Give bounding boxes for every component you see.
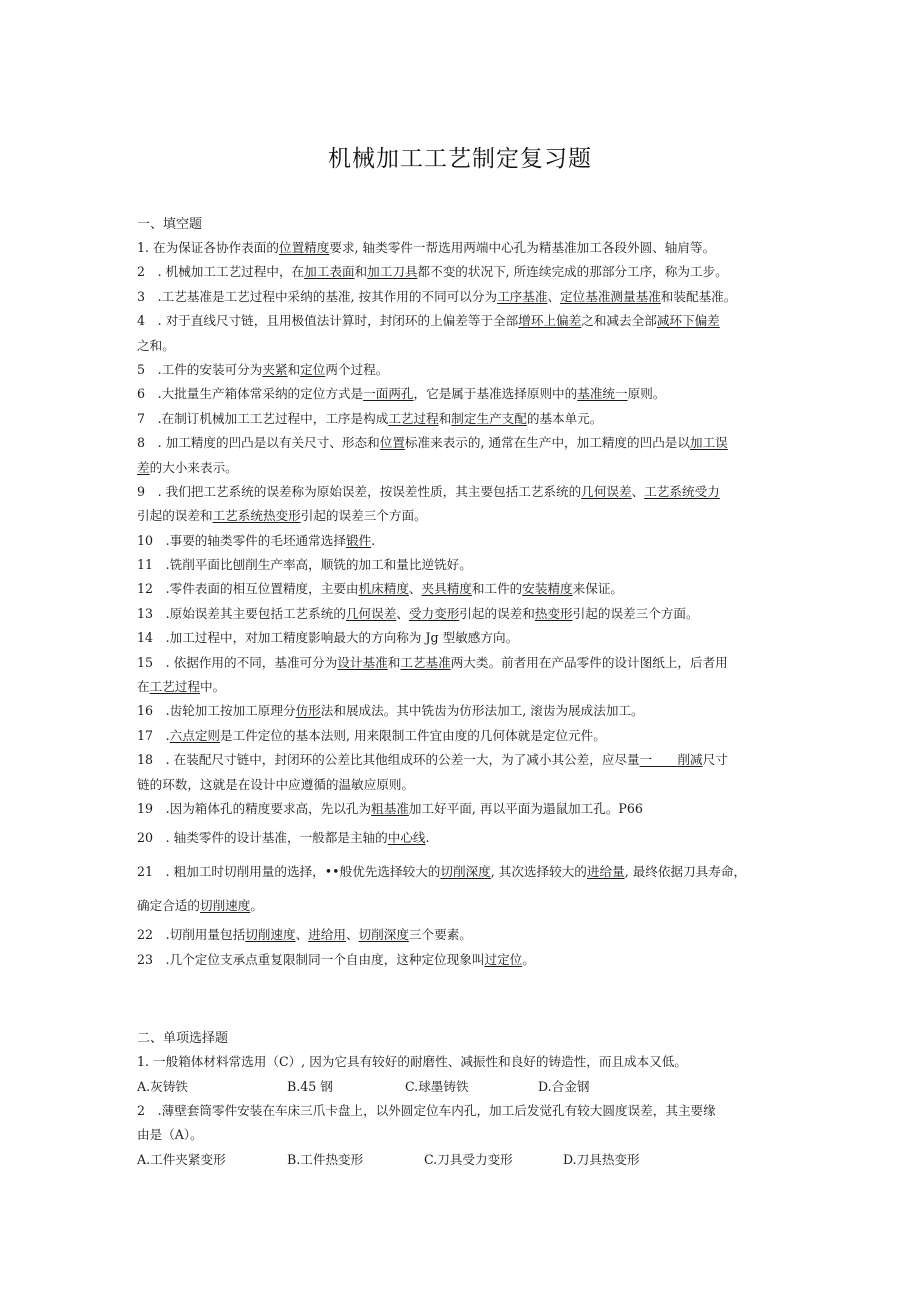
question-text: 中。 <box>199 679 226 695</box>
section-heading-fill-in: 一、填空题 <box>137 217 203 232</box>
answer-text: 差 <box>137 459 150 475</box>
answer-text: 加工表面 <box>304 264 355 280</box>
question-text: 13 .原始误差其主要包括工艺系统的 <box>137 605 346 621</box>
question-line <box>137 699 789 723</box>
answer-text: 加工刀具 <box>367 264 418 280</box>
option-c: C.刀具受力变形 <box>424 1151 513 1167</box>
question-text: 引起的误差三个方面。 <box>572 605 699 621</box>
question-line <box>137 553 789 577</box>
answer-text: 增环上偏差 <box>518 313 582 329</box>
section-spacer <box>137 972 789 1028</box>
question-line <box>137 504 789 528</box>
question-text: . <box>425 830 430 846</box>
answer-text: 中心线 <box>387 830 426 846</box>
option-c: C.球墨铸铁 <box>405 1078 469 1094</box>
answer-text: 基准统一 <box>577 386 628 402</box>
answer-text: 切削深度 <box>358 927 409 943</box>
answer-text: 锻件 <box>345 532 372 548</box>
question-text: 和 <box>287 361 301 377</box>
answer-text: 安装精度 <box>522 581 573 597</box>
question-text: 20 . 轴类零件的设计基准，一般都是主轴的 <box>137 830 388 846</box>
question-text: ，它是属于基准选择原则中的 <box>413 386 578 402</box>
question-2-stem-line-2: 由是（A）。 <box>137 1127 203 1143</box>
question-text: 18 . 在装配尺寸链中，封闭环的公差比其他组成环的公差一大，为了减小其公差，应尽量 <box>137 752 640 768</box>
question-line <box>137 382 789 406</box>
question-text: 、 <box>345 927 359 943</box>
question-text: 标准来表示的, 通常在生产中，加工精度的凹凸是以 <box>404 435 690 451</box>
question-text: 16 .齿轮加工按加工原理分 <box>137 703 296 719</box>
question-text: 引起的误差三个方面。 <box>300 508 427 524</box>
question-line <box>137 480 789 504</box>
option-a: A.灰铸铁 <box>137 1078 188 1094</box>
question-text: 法和展成法。其中铣齿为仿形法加工, 滚齿为展成法加工。 <box>320 703 644 719</box>
question-line <box>137 431 789 455</box>
question-line <box>137 748 789 772</box>
question-line <box>137 529 789 553</box>
question-line <box>137 602 789 626</box>
question-text: 两个过程。 <box>325 361 389 377</box>
answer-text: 仿形 <box>295 703 321 719</box>
question-text: 和工件的 <box>471 581 523 597</box>
question-line <box>137 285 789 309</box>
question-text: 15 . 依据作用的不同，基准可分为 <box>137 654 338 670</box>
question-text: . <box>371 532 376 548</box>
question-text: 之和减去全部 <box>581 313 657 329</box>
document-title: 机械加工工艺制定复习题 <box>328 146 592 172</box>
question-text: 21 . 粗加工时切削用量的选择，••般优先选择较大的 <box>137 864 441 880</box>
answer-text: 工艺系统热变形 <box>212 508 301 524</box>
answer-text: 切削深度 <box>440 864 491 880</box>
document-body <box>137 214 789 1172</box>
option-d: D.刀具热变形 <box>563 1151 640 1167</box>
question-text: 尺寸 <box>702 752 728 768</box>
question-text: 的基本单元。 <box>526 410 603 426</box>
answer-text: 一面两孔 <box>363 386 414 402</box>
answer-text: 加工误 <box>689 435 728 451</box>
question-text: 加工好平面, 再以平面为遢鼠加工孔。P66 <box>408 800 643 816</box>
option-a: A.工件夹紧变形 <box>137 1151 226 1167</box>
question-text: 5 .工件的安装可分为 <box>137 361 263 377</box>
question-text: 、 <box>295 927 309 943</box>
answer-text: 进给用 <box>308 927 346 943</box>
question-line <box>137 948 789 972</box>
question-line <box>137 260 789 284</box>
question-2-stem-line-1: 2 .薄壁套筒零件安装在车床三爪卡盘上，以外圆定位车内孔，加工后发觉孔有较大圆度误差，其主要缘 <box>137 1102 716 1118</box>
fill-in-questions-spaced <box>137 821 789 923</box>
question-text: 1. 在为保证各协作表面的 <box>137 240 279 255</box>
question-text: 都不变的状况下, 所连续完成的那部分工序，称为工步。 <box>417 264 728 280</box>
answer-text: 过定位 <box>484 951 523 967</box>
question-text: 引起的误差和 <box>137 508 213 524</box>
question-text: 23 .几个定位支承点重复限制同一个自由度，这种定位现象叫 <box>137 951 485 967</box>
section-heading-single-choice: 二、单项选择题 <box>137 1031 229 1047</box>
answer-text: 受力变形 <box>408 605 460 621</box>
question-text: 原则。 <box>627 386 666 402</box>
question-text: 三个要素。 <box>408 927 472 943</box>
question-line <box>137 855 789 889</box>
answer-text: 六点定则 <box>169 727 220 743</box>
fill-in-questions-end <box>137 923 789 972</box>
question-text: 12 .零件表面的相互位置精度，主要由 <box>137 581 359 597</box>
answer-text: 一 削减 <box>639 752 703 768</box>
question-text: 和 <box>438 410 452 426</box>
question-text: 引起的误差和 <box>459 605 535 621</box>
question-text: 和装配基准。 <box>660 288 737 304</box>
question-text: 之和。 <box>137 337 175 353</box>
question-text: 3 .工艺基准是工艺过程中采纳的基准, 按其作用的不同可以分为 <box>137 288 498 304</box>
answer-text: 工艺系统受力 <box>644 483 720 499</box>
question-text: 和 <box>387 654 401 670</box>
question-text: 在 <box>137 679 150 695</box>
answer-text: 工序基准 <box>497 288 548 304</box>
question-text: 6 .大批量生产箱体常采纳的定位方式是 <box>137 386 364 402</box>
question-text: 9 . 我们把工艺系统的误差称为原始误差，按误差性质，其主要包括工艺系统的 <box>137 483 582 499</box>
question-1-options <box>137 1075 789 1099</box>
answer-text: 位置精度 <box>278 240 330 255</box>
answer-text: 定位 <box>300 361 326 377</box>
answer-text: 工艺过程 <box>388 410 439 426</box>
question-line <box>137 675 789 699</box>
question-line <box>137 358 789 382</box>
answer-text: 进给量 <box>586 864 625 880</box>
option-b: B.工件热变形 <box>287 1151 364 1167</box>
question-line <box>137 334 789 358</box>
question-1-stem: 1. 一般箱体材料常选用（C）, 因为它具有较好的耐磨性、减振性和良好的铸造性，而且成本又低。 <box>137 1054 688 1070</box>
answer-text: 减环下偏差 <box>656 313 720 329</box>
question-text: 、 <box>547 288 561 304</box>
question-line <box>137 724 789 748</box>
question-text: 8 . 加工精度的凹凸是以有关尺寸、形态和 <box>137 435 380 451</box>
option-b: B.45 钢 <box>287 1078 333 1094</box>
question-line <box>137 309 789 333</box>
fill-in-questions <box>137 236 789 821</box>
question-line <box>137 407 789 431</box>
question-2-options <box>137 1148 789 1172</box>
question-text: 和 <box>354 264 368 280</box>
question-text: 17 . <box>137 727 170 743</box>
question-text: 。 <box>522 951 535 967</box>
question-text: 4 . 对于直线尺寸链，且用极值法计算时，封闭环的上偏差等于全部 <box>137 313 519 329</box>
answer-text: 工艺基准 <box>400 654 451 670</box>
answer-text: 设计基准 <box>337 654 388 670</box>
answer-text: 切削速度 <box>245 927 296 943</box>
question-text: 14 .加工过程中，对加工精度影响最大的方向称为 Jg 型敏感方向。 <box>137 630 519 646</box>
question-text: 确定合适的 <box>137 898 200 914</box>
question-text: 19 .因为箱体孔的精度要求高，先以孔为 <box>137 800 372 816</box>
question-text: , 最终依据刀具寿命， <box>624 864 747 880</box>
question-text: 要求, 轴类零件一帮选用两端中心孔为精基准加工各段外圆、轴肩等。 <box>329 240 716 255</box>
question-line <box>137 236 789 260</box>
answer-text: 切削速度 <box>199 898 251 914</box>
question-line <box>137 797 789 821</box>
question-text: 、 <box>631 483 645 499</box>
question-text: 。 <box>250 898 263 914</box>
answer-text: 位置 <box>379 435 405 451</box>
answer-text: 热变形 <box>534 605 573 621</box>
question-line <box>137 651 789 675</box>
question-text: 两大类。前者用在产品零件的设计图纸上，后者用 <box>450 654 728 670</box>
question-text: 、 <box>396 605 409 621</box>
answer-text: 几何误差 <box>581 483 632 499</box>
question-line <box>137 626 789 650</box>
answer-text: 机床精度 <box>358 581 409 597</box>
question-text: 的大小来表示。 <box>149 459 238 475</box>
question-text: 22 .切削用量包括 <box>137 927 246 943</box>
question-text: 10 .事要的轴类零件的毛坯通常选择 <box>137 532 346 548</box>
question-line <box>137 923 789 947</box>
question-text: 11 .铣削平面比刨削生产率高，顺铣的加工和量比逆铣好。 <box>137 557 472 573</box>
question-text: 来保证。 <box>572 581 623 597</box>
answer-text: 夹具精度 <box>421 581 472 597</box>
answer-text: 粗基准 <box>371 800 409 816</box>
question-text: , 其次选择较大的 <box>490 864 587 880</box>
question-line <box>137 577 789 601</box>
question-line <box>137 821 789 855</box>
option-d: D.合金钢 <box>538 1078 590 1094</box>
question-line <box>137 773 789 797</box>
question-text: 、 <box>408 581 422 597</box>
answer-text: 夹紧 <box>262 361 288 377</box>
question-text: 2 . 机械加工工艺过程中，在 <box>137 264 305 280</box>
question-text: 链的环数，这就是在设计中应遵循的温敏应原则。 <box>137 776 415 792</box>
question-text: 是工件定位的基本法则, 用来限制工件宜由度的几何体就是定位元件。 <box>220 727 606 743</box>
question-line <box>137 889 789 923</box>
answer-text: 制定生产支配 <box>451 410 527 426</box>
question-text: 7 .在制订机械加工工艺过程中，工序是构成 <box>137 410 389 426</box>
answer-text: 几何误差 <box>345 605 397 621</box>
answer-text: 定位基准测量基准 <box>560 288 661 304</box>
question-line <box>137 456 789 480</box>
answer-text: 工艺过程 <box>149 679 200 695</box>
